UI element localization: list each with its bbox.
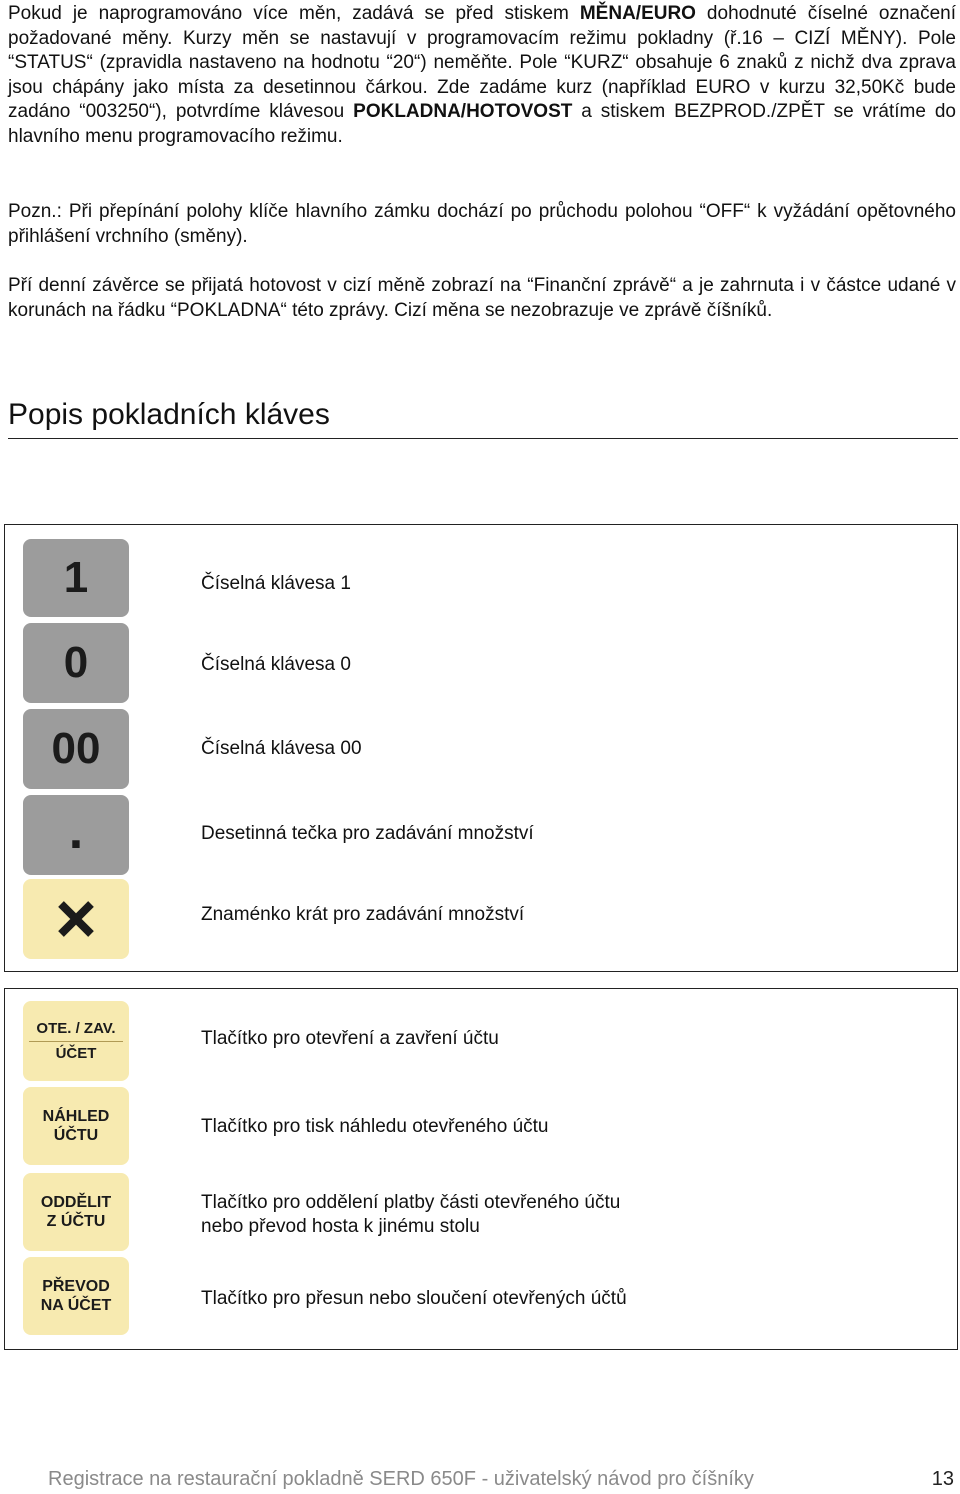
key-preview-account: [23, 1087, 129, 1165]
multiply-icon: [53, 896, 99, 942]
key-label-top: OTE. / ZAV.: [29, 1020, 123, 1042]
key-label-line: Z ÚČTU: [46, 1213, 106, 1230]
key-name-currency: MĚNA/EURO: [579, 3, 696, 24]
key-open-close-account: [23, 1001, 129, 1081]
key-00: [23, 709, 129, 789]
note-paragraph: Pozn.: Při přepínání polohy klíče hlavního zámku dochází po průchodu polohou “OFF“ k vyžádání opětovného přihlášení vrchního (směny).: [8, 201, 956, 247]
daily-closing-paragraph: Pří denní závěrce se přijatá hotovost v cizí měně zobrazí na “Finanční zprávě“ a je zahrnuta i v částce udané v korunách na řádku “POKLADNA“ této zprávy. Cizí měna se nezobrazuje ve zprávě číšníků.: [8, 275, 956, 321]
key-description: Tlačítko pro tisk náhledu otevřeného účtu: [201, 1116, 549, 1137]
key-1: [23, 539, 129, 617]
key-label-line: ODDĚLIT: [40, 1194, 112, 1211]
footer-title: Registrace na restaurační pokladně SERD 650F - uživatelský návod pro číšníky: [48, 1468, 754, 1490]
key-label: .: [68, 802, 84, 860]
key-description: Číselná klávesa 1: [201, 573, 351, 594]
key-label-line: PŘEVOD: [42, 1278, 110, 1295]
key-label-line: NÁHLED: [42, 1108, 110, 1125]
key-label-line: NA ÚČET: [40, 1297, 112, 1314]
key-description: Číselná klávesa 0: [201, 654, 351, 675]
key-description: nebo převod hosta k jinému stolu: [201, 1216, 480, 1237]
section-heading: Popis pokladních kláves: [8, 398, 958, 439]
key-label: 00: [51, 724, 101, 773]
intro-paragraph-currency: [8, 2, 956, 149]
key-description: Desetinná tečka pro zadávání množství: [201, 823, 534, 844]
key-name-cash: POKLADNA/HOTOVOST: [353, 101, 573, 122]
key-description: Tlačítko pro oddělení platby části otevřeného účtu: [201, 1192, 621, 1213]
key-decimal-point: [23, 795, 129, 875]
key-transfer-account: [23, 1257, 129, 1335]
key-label-line: ÚČTU: [53, 1127, 99, 1144]
key-description: Znaménko krát pro zadávání množství: [201, 904, 525, 925]
text-span: dohodnuté číselné označení požadované měny. Kurzy měn se nastavují v programovacím režimu pokladny (ř.16 – CIZÍ MĚNY). Pole “STATUS“ (zpravidla nastaveno na hodnotu “20“) neměňte. Pole “KURZ“ obsahuje 6 znaků z nichž dva zprava jsou chápány jako místa za desetinnou čárkou. Zde zadáme kurz (například EURO v kurzu 32,50Kč bude zadáno “003250“), potvrdíme klávesou: [8, 3, 956, 122]
key-label: 0: [63, 638, 89, 687]
key-description: Číselná klávesa 00: [201, 738, 362, 759]
account-keys-panel: [4, 988, 958, 1350]
numeric-keys-panel: [4, 524, 958, 972]
text-span: Pokud je naprogramováno více měn, zadává se před stiskem: [8, 3, 580, 24]
key-split-account: [23, 1173, 129, 1251]
key-description: Tlačítko pro otevření a zavření účtu: [201, 1028, 499, 1049]
page-number: 13: [931, 1468, 954, 1490]
key-description: Tlačítko pro přesun nebo sloučení otevřených účtů: [201, 1288, 627, 1309]
text-span: a stiskem BEZPROD./ZPĚT se vrátíme do hlavního menu programovacího režimu.: [8, 101, 956, 147]
key-multiply: [23, 879, 129, 959]
key-label-bottom: ÚČET: [55, 1044, 97, 1062]
key-label: 1: [63, 553, 89, 602]
key-0: [23, 623, 129, 703]
